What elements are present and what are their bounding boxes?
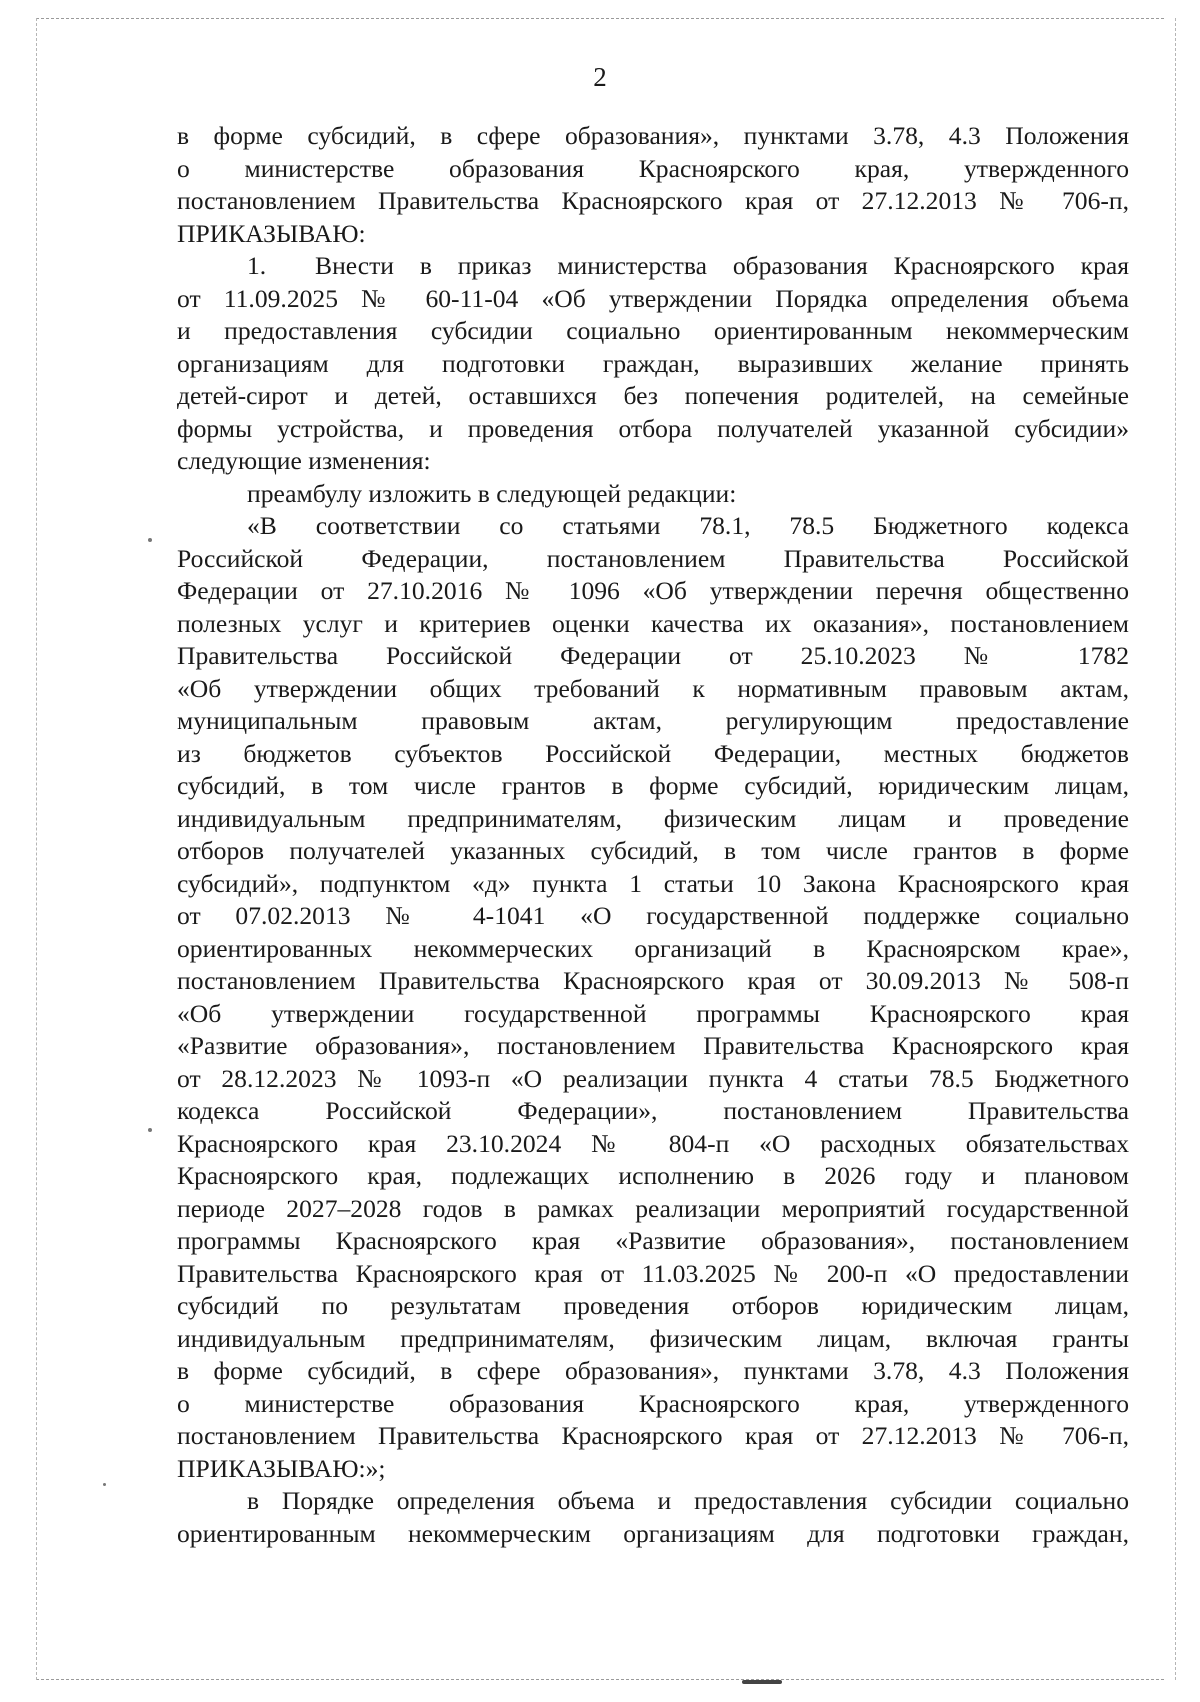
text-line: детей-сирот и детей, оставшихся без попечения родителей, на семейные <box>177 381 1129 410</box>
text-line: кодекса Российской Федерации», постановлением Правительства <box>177 1096 1129 1125</box>
text-line: преамбулу изложить в следующей редакции: <box>247 478 737 508</box>
text-line: «В соответствии со статьями 78.1, 78.5 Бюджетного кодекса <box>247 511 1129 540</box>
text-line: «Об утверждении общих требований к нормативным правовым актам, <box>177 673 1129 703</box>
page-number: 2 <box>593 62 607 92</box>
text-line: в форме субсидий, в сфере образования», пунктами 3.78, 4.3 Положения <box>177 1356 1129 1385</box>
text-line: субсидий, в том числе грантов в форме субсидий, юридическим лицам, <box>177 771 1129 800</box>
text-line: ориентированным некоммерческим организациям для подготовки граждан, <box>177 1518 1129 1548</box>
text-line: о министерстве образования Красноярского края, утвержденного <box>177 1388 1129 1418</box>
text-line: полезных услуг и критериев оценки качества их оказания», постановлением <box>177 608 1129 638</box>
scan-speck <box>103 1483 106 1486</box>
text-line: от 28.12.2023 № 1093-п «О реализации пункта 4 статьи 78.5 Бюджетного <box>177 1063 1129 1093</box>
text-line: Федерации от 27.10.2016 № 1096 «Об утверждении перечня общественно <box>177 576 1129 605</box>
text-line: организациям для подготовки граждан, выразивших желание принять <box>177 348 1129 378</box>
text-line: «Об утверждении государственной программы Красноярского края <box>177 998 1129 1028</box>
text-line: в Порядке определения объема и предоставления субсидии социально <box>247 1486 1129 1515</box>
text-line: ориентированных некоммерческих организаций в Красноярском крае», <box>177 933 1129 963</box>
text-line: от 11.09.2025 № 60-11-04 «Об утверждении Порядка определения объема <box>177 283 1129 313</box>
text-line: постановлением Правительства Красноярского края от 27.12.2013 № 706-п, <box>177 186 1129 215</box>
document-body <box>177 120 1129 1550</box>
text-line: «Развитие образования», постановлением Правительства Красноярского края <box>177 1031 1129 1060</box>
text-line: субсидий», подпунктом «д» пункта 1 статьи 10 Закона Красноярского края <box>177 868 1129 898</box>
text-line <box>177 250 1129 283</box>
scan-speck <box>148 538 152 542</box>
scan-border-right <box>1175 18 1176 1680</box>
text-line: Российской Федерации, постановлением Правительства Российской <box>177 543 1129 573</box>
list-item-text: Внести в приказ министерства образования Красноярского края <box>315 251 1129 280</box>
list-item-number: 1. <box>247 251 267 280</box>
text-line: от 07.02.2013 № 4-1041 «О государственной поддержке социально <box>177 901 1129 930</box>
scan-speck <box>148 1128 152 1132</box>
text-line: индивидуальным предпринимателям, физическим лицам, включая гранты <box>177 1323 1129 1353</box>
text-line: отборов получателей указанных субсидий, в том числе грантов в форме <box>177 836 1129 865</box>
text-line: формы устройства, и проведения отбора получателей указанной субсидии» <box>177 413 1129 443</box>
text-line: постановлением Правительства Красноярского края от 30.09.2013 № 508-п <box>177 966 1129 995</box>
text-line: из бюджетов субъектов Российской Федерации, местных бюджетов <box>177 738 1129 768</box>
text-line: в форме субсидий, в сфере образования», пунктами 3.78, 4.3 Положения <box>177 121 1129 150</box>
text-line: и предоставления субсидии социально ориентированным некоммерческим <box>177 316 1129 345</box>
text-line: периоде 2027–2028 годов в рамках реализации мероприятий государственной <box>177 1193 1129 1223</box>
text-line: субсидий по результатам проведения отборов юридическим лицам, <box>177 1291 1129 1320</box>
text-line: ПРИКАЗЫВАЮ:»; <box>177 1453 386 1483</box>
text-line: муниципальным правовым актам, регулирующим предоставление <box>177 706 1129 735</box>
text-line: о министерстве образования Красноярского края, утвержденного <box>177 153 1129 183</box>
scan-border-left <box>36 18 37 1680</box>
text-line: постановлением Правительства Красноярского края от 27.12.2013 № 706-п, <box>177 1421 1129 1450</box>
scan-smudge <box>742 1680 782 1684</box>
text-line: Правительства Красноярского края от 11.03.2025 № 200-п «О предоставлении <box>177 1258 1129 1288</box>
text-line: следующие изменения: <box>177 446 431 475</box>
text-line: индивидуальным предпринимателям, физическим лицам и проведение <box>177 803 1129 833</box>
text-line: Красноярского края 23.10.2024 № 804-п «О расходных обязательствах <box>177 1128 1129 1158</box>
scan-border-bottom <box>36 1679 1164 1680</box>
text-line: Красноярского края, подлежащих исполнению в 2026 году и плановом <box>177 1161 1129 1190</box>
text-line: программы Красноярского края «Развитие образования», постановлением <box>177 1226 1129 1255</box>
scan-border-top <box>36 18 1164 19</box>
text-line: Правительства Российской Федерации от 25.10.2023 № 1782 <box>177 641 1129 670</box>
text-line: ПРИКАЗЫВАЮ: <box>177 218 366 248</box>
